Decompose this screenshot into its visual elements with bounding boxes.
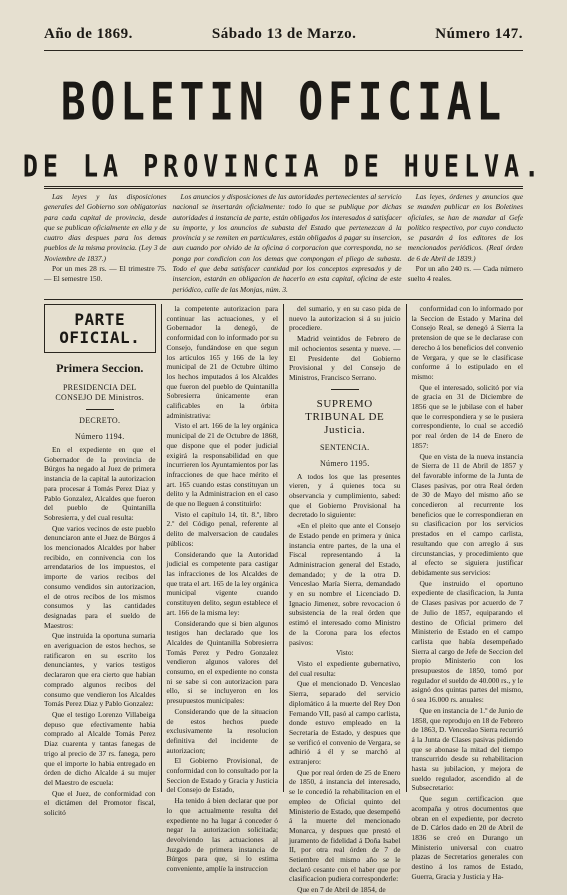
notice-left-price: Por un mes 28 rs. — El trimestre 75. — El semestre 150. <box>44 264 167 284</box>
col2-paragraph: Visto el art. 166 de la ley orgánica municipal de 21 de Octubre de 1868, que dispone que el poder judicial exigirá la responsabilidad en que incurrieren los Ayuntamientos por las infracciones de que hace mérito el art. 165 cuando estas constituyan un delito y la Administracion en el caso de que no lleguen á constituirlo: <box>166 421 278 509</box>
newspaper-title: BOLETIN OFICIAL <box>60 72 507 132</box>
masthead-rule-top <box>44 50 523 51</box>
col3-paragraph: Que el mencionado D. Venceslao Sierra, separado del servicio diplomático á la muerte del Rey Don Fernando VII, pasó al campo carlista, donde estuvo empleado en la Secretaría de Estado, y despues que se verificó el convenio de Vergara, se adhirió á él y se marchó al extranjero: <box>289 679 401 767</box>
column-divider <box>283 304 284 792</box>
col2-paragraph: Considerando que la Autoridad judicial es competente para castigar las infracciones de los Alcaldes de que trata el art. 165 de la ley orgánica municipal vigente cuando constituyen delito, segun establece el art. 166 de la misma ley: <box>166 549 278 617</box>
decree-label: DECRETO. <box>79 416 121 425</box>
col1-paragraph: Que el Juez, de conformidad con el dictámen del Promotor fiscal, solicitó <box>44 788 156 818</box>
col3-paragraph: Visto el expediente gubernativo, del cual resulta: <box>289 658 401 678</box>
newspaper-subtitle: DE LA PROVINCIA DE HUELVA. <box>22 149 545 184</box>
issue-year: Año de 1869. <box>44 25 133 42</box>
notice-center-text: Los anuncios y disposiciones de las autoridades pertenecientes al servicio nacional se insertarán oficialmente: todo lo que se publique por dichas autoridades á instancia de parte, están obligados los interesados á satisfacer su importe, y los anuncios de subasta del Estado que pertenezcan á la provincia y se remiten en particulares, están obligados á pagar su insercion, aun cuando por olvido de la oficina ó corporacion que corresponda, no se ponga por condicion con los demas que compongan el pliego de subasta. Todo el que deba satisfacer cantidad por los conceptos expresados y de insercion, estarán en obligacion de hacerlo en esta capital, oficina de este periódico, calle de las Monjas, núm. 3. <box>172 192 402 294</box>
col4-paragraph: Que en vista de la nueva instancia de Sierra de 11 de Abril de 1857 y del favorable informe de la Junta de Clases pasivas, por otra Real órden de 30 de Mayo del mismo año se concedieron al recurrente los beneficios que le correspondieran en su clasificacion por los servicios prestados en el campo carlista, resultando que con arreglo á sus circunstancias, y procedimiento que al efecto se siguiera justificar debidamente sus servicios: <box>411 451 523 577</box>
notice-center <box>173 192 402 296</box>
col2-paragraph: la competente autorizacion para continuar las actuaciones, y el Gobernador la denegó, de conformidad con lo informado por su Consejo, fundándose en que segun los artículos 165 y 166 de la ley municipal de 21 de Octubre último los hechos imputados á los Alcaldes que fueron del pueblo de Quintanilla Sobresierra únicamente eran calificables en la órbita administrativa: <box>166 304 278 420</box>
col2-paragraph: Considerando que si bien algunos testigos han declarado que los Alcaldes de Quintanilla Sobresierra Tomás Perez y Pedro Gonzalez vendieron algunos valores del consumo, en el expediente no consta ni se sabe si con autorizacion para ello, si se incluyeron en los presupuestos municipales: <box>166 618 278 706</box>
col1-paragraph: Que varios vecinos de este pueblo denunciaron ante el Juez de Búrgos á los mencionados Alcaldes por haber recibido, en connivencia con los arrendatarios de los impuestos, el importe de varios recibos del consumo vendidos sin autorizacion, el de otros recibos de los mismos consumos y las cantidades designadas para el sueldo de Maestros: <box>44 523 156 630</box>
col2-paragraph: Considerando que de la situacion de estos hechos puede exclusivamente la resolucion definitiva del incidente de autorizacion; <box>166 706 278 755</box>
column-divider <box>406 304 407 792</box>
masthead-info-line <box>44 22 523 46</box>
column-4 <box>411 304 524 881</box>
sentence-label: SENTENCIA. <box>320 442 370 452</box>
tribunal-heading: SUPREMO TRIBUNAL DE Justicia. <box>305 397 385 436</box>
col3-paragraph: Madrid veintidos de Febrero de mil ochocientos sesenta y nueve. — El Presidente del Gobierno Provisional y del Consejo de Ministros, Francisco Serrano. <box>289 334 401 382</box>
issue-number: Número 147. <box>435 25 523 42</box>
notice-left <box>44 192 167 296</box>
issue-date: Sábado 13 de Marzo. <box>211 25 357 42</box>
notices-rule <box>44 299 523 300</box>
parte-oficial-box: PARTE OFICIAL. <box>44 304 156 353</box>
col4-paragraph: Que segun certificacion que acompaña y otros documentos que obran en el expediente, por decreto de D. Cárlos dado en 20 de Abril de 1836 se creó en Durango un Ministerio universal con cuatro plazas de Secretarios generales con destino á los ramos de Estado, Guerra, Gracia y Justicia y Ha- <box>411 794 523 881</box>
col1-paragraph: En el expediente en que el Gobernador de la provincia de Búrgos ha negado al Juez de primera instancia de la capital la autorizacion para procesar á Tomás Perez Diaz y Pablo Gonzalez, Alcaldes que fueron del pueblo de Quintanilla Sobresierra, y del cual resulta: <box>44 445 156 522</box>
column-3 <box>289 304 401 895</box>
col4-paragraph: Que el interesado, solicitó por via de gracia en 31 de Diciembre de 1856 que se le jubilase con el haber que le correspondiera y se le pusiera correspondiente, lo cual se accedió por real órden de 14 de Enero de 1857: <box>411 382 523 450</box>
col2-paragraph: Ha tenido á bien declarar que por lo que actualmente resulta del expediente no ha lugar á conceder ó negar la autorizacion solicitada; devolviendo las actuaciones al Juzgado de primera instancia de Búrgos para que, si lo estima conveniente, amplíe la instruccion <box>166 796 278 874</box>
col3-paragraph: Que por real órden de 25 de Enero de 1850, á instancia del interesado, se le concedió la rehabilitacion en el empleo de Oficial quinto del Ministerio de Estado, que desempeñó á la muerte del mencionado Monarca, y despues que prestó el juramento de fidelidad á Doña Isabel II, por otra real órden de 7 de Setiembre del mismo año se le declaró cesante con el haber que por clasificacion pudiera corresponderle: <box>289 767 401 884</box>
column-2 <box>166 304 279 874</box>
col2-paragraph: Visto el capítulo 14, tít. 8.º, libro 2.º del Código penal, referente al delito de malversacion de caudales públicos: <box>166 509 278 548</box>
col3-paragraph: Que en 7 de Abril de 1854, de <box>297 885 386 895</box>
col1-paragraph: Que instruida la oportuna sumaria en averiguacion de estos hechos, se ratificaron en su escrito los denunciantes, y varios testigos declararon que era cierto que habian comprado algunos recibos del consumo que vendieron los Alcaldes Tomás Perez Diaz y Pablo Gonzalez: <box>44 631 156 709</box>
col4-paragraph: Que en instancia de 1.º de Junio de 1858, que reprodujo en 18 de Febrero de 1863, D. Venceslao Sierra recurrió á la Junta de Clases pasivas pidiendo que se abonase la mitad del tiempo transcurrido desde su rehabilitacion hasta su jubilacion, y mejora de sueldo regulador, ascendido al de Subsecretario: <box>411 705 523 793</box>
column-1 <box>44 304 156 818</box>
col1-paragraph: Que el testigo Lorenzo Villabeiga depuso que efectivamente habia comprado al Alcalde Tomás Perez Diaz cuarenta y tantas fanegas de trigo al precio de 37 rs. fanega, pero que el importe lo habia entregado en órden de dicho Alcalde á su mujer del Maestro de escuela: <box>44 709 156 787</box>
col2-paragraph: El Gobierno Provisional, de conformidad con lo consultado por la Seccion de Estado y Gracia y Justicia del Consejo de Estado, <box>166 756 278 795</box>
article-divider <box>331 389 359 390</box>
col3-paragraph: Visto: <box>335 648 354 658</box>
sentence-number: Número 1195. <box>319 458 370 468</box>
col4-paragraph: conformidad con lo informado por la Seccion de Estado y Marina del Consejo Real, se denegó á Sierra la pretension de que se le declarase con derecho á los beneficios del convenio de Vergara, y que se le clasificase conforme á lo estipulado en el mismo: <box>411 304 523 381</box>
notice-right-text: Las leyes, órdenes y anuncios que se manden publicar en los Boletines oficiales, se han de mandar al Gefe político respectivo, por cuyo conducto se pasarán á los editores de los mencionados periódicos. (Real órden de 6 de Abril de 1839.) <box>407 192 523 263</box>
col3-paragraph: del sumario, y en su caso pida de nuevo la autorizacion si á su juicio procediere. <box>289 304 401 333</box>
section-title: Primera Seccion. <box>56 361 144 375</box>
column-divider <box>161 304 162 792</box>
notice-left-text: Las leyes y las disposiciones generales del Gobierno son obligatorias para cada capital de provincia, desde que se publican oficialmente en ella y de cuatro dias despues para los demas pueblos de la misma provincia. (Ley 3 de Noviembre de 1837.) <box>44 192 167 263</box>
publication-notices <box>44 192 523 296</box>
col4-paragraph: Que instruido el oportuno expediente de clasificacion, la Junta de Clases pasivas por acuerdo de 7 de Julio de 1857, equiparando el destino de Oficial primero del Ministerio de Estado en el campo carlista que había desempeñado Sierra al cargo de Jefe de Seccion del propio Ministerio con los presupuestos de 1850, tomó por regulador el sueldo de 40.000 rs., y le asignó dos quintas partes del mismo, ó sea 16.000 rs. anuales: <box>411 578 523 705</box>
col3-paragraph: «En el pleito que ante el Consejo de Estado pende en primera y única instancia entre partes, de la una el Fiscal representando á la Administracion general del Estado, demandado; y de la otra D. Venceslao María Sierra, demandado y en su nombre el Licenciado D. Ignacio Jimenez, sobre revocacion ó subsistencia de la real órden que estimó el interesado como Ministro de la Corona para los efectos pasivos: <box>289 521 401 647</box>
decree-number: Número 1194. <box>74 432 125 441</box>
notice-right <box>408 192 523 296</box>
masthead-rule-bottom <box>44 186 523 189</box>
notice-right-price: Por un año 240 rs. — Cada número suelto 4 reales. <box>407 264 523 284</box>
article-columns <box>44 304 523 895</box>
heading-divider <box>86 409 114 410</box>
col3-paragraph: A todos los que las presentes vieren, y á quienes toca su observancia y cumplimiento, sabed: que el Gobierno Provisional ha decretado lo siguiente: <box>289 471 401 520</box>
presidency-heading: PRESIDENCIA DEL CONSEJO DE Ministros. <box>55 383 145 402</box>
